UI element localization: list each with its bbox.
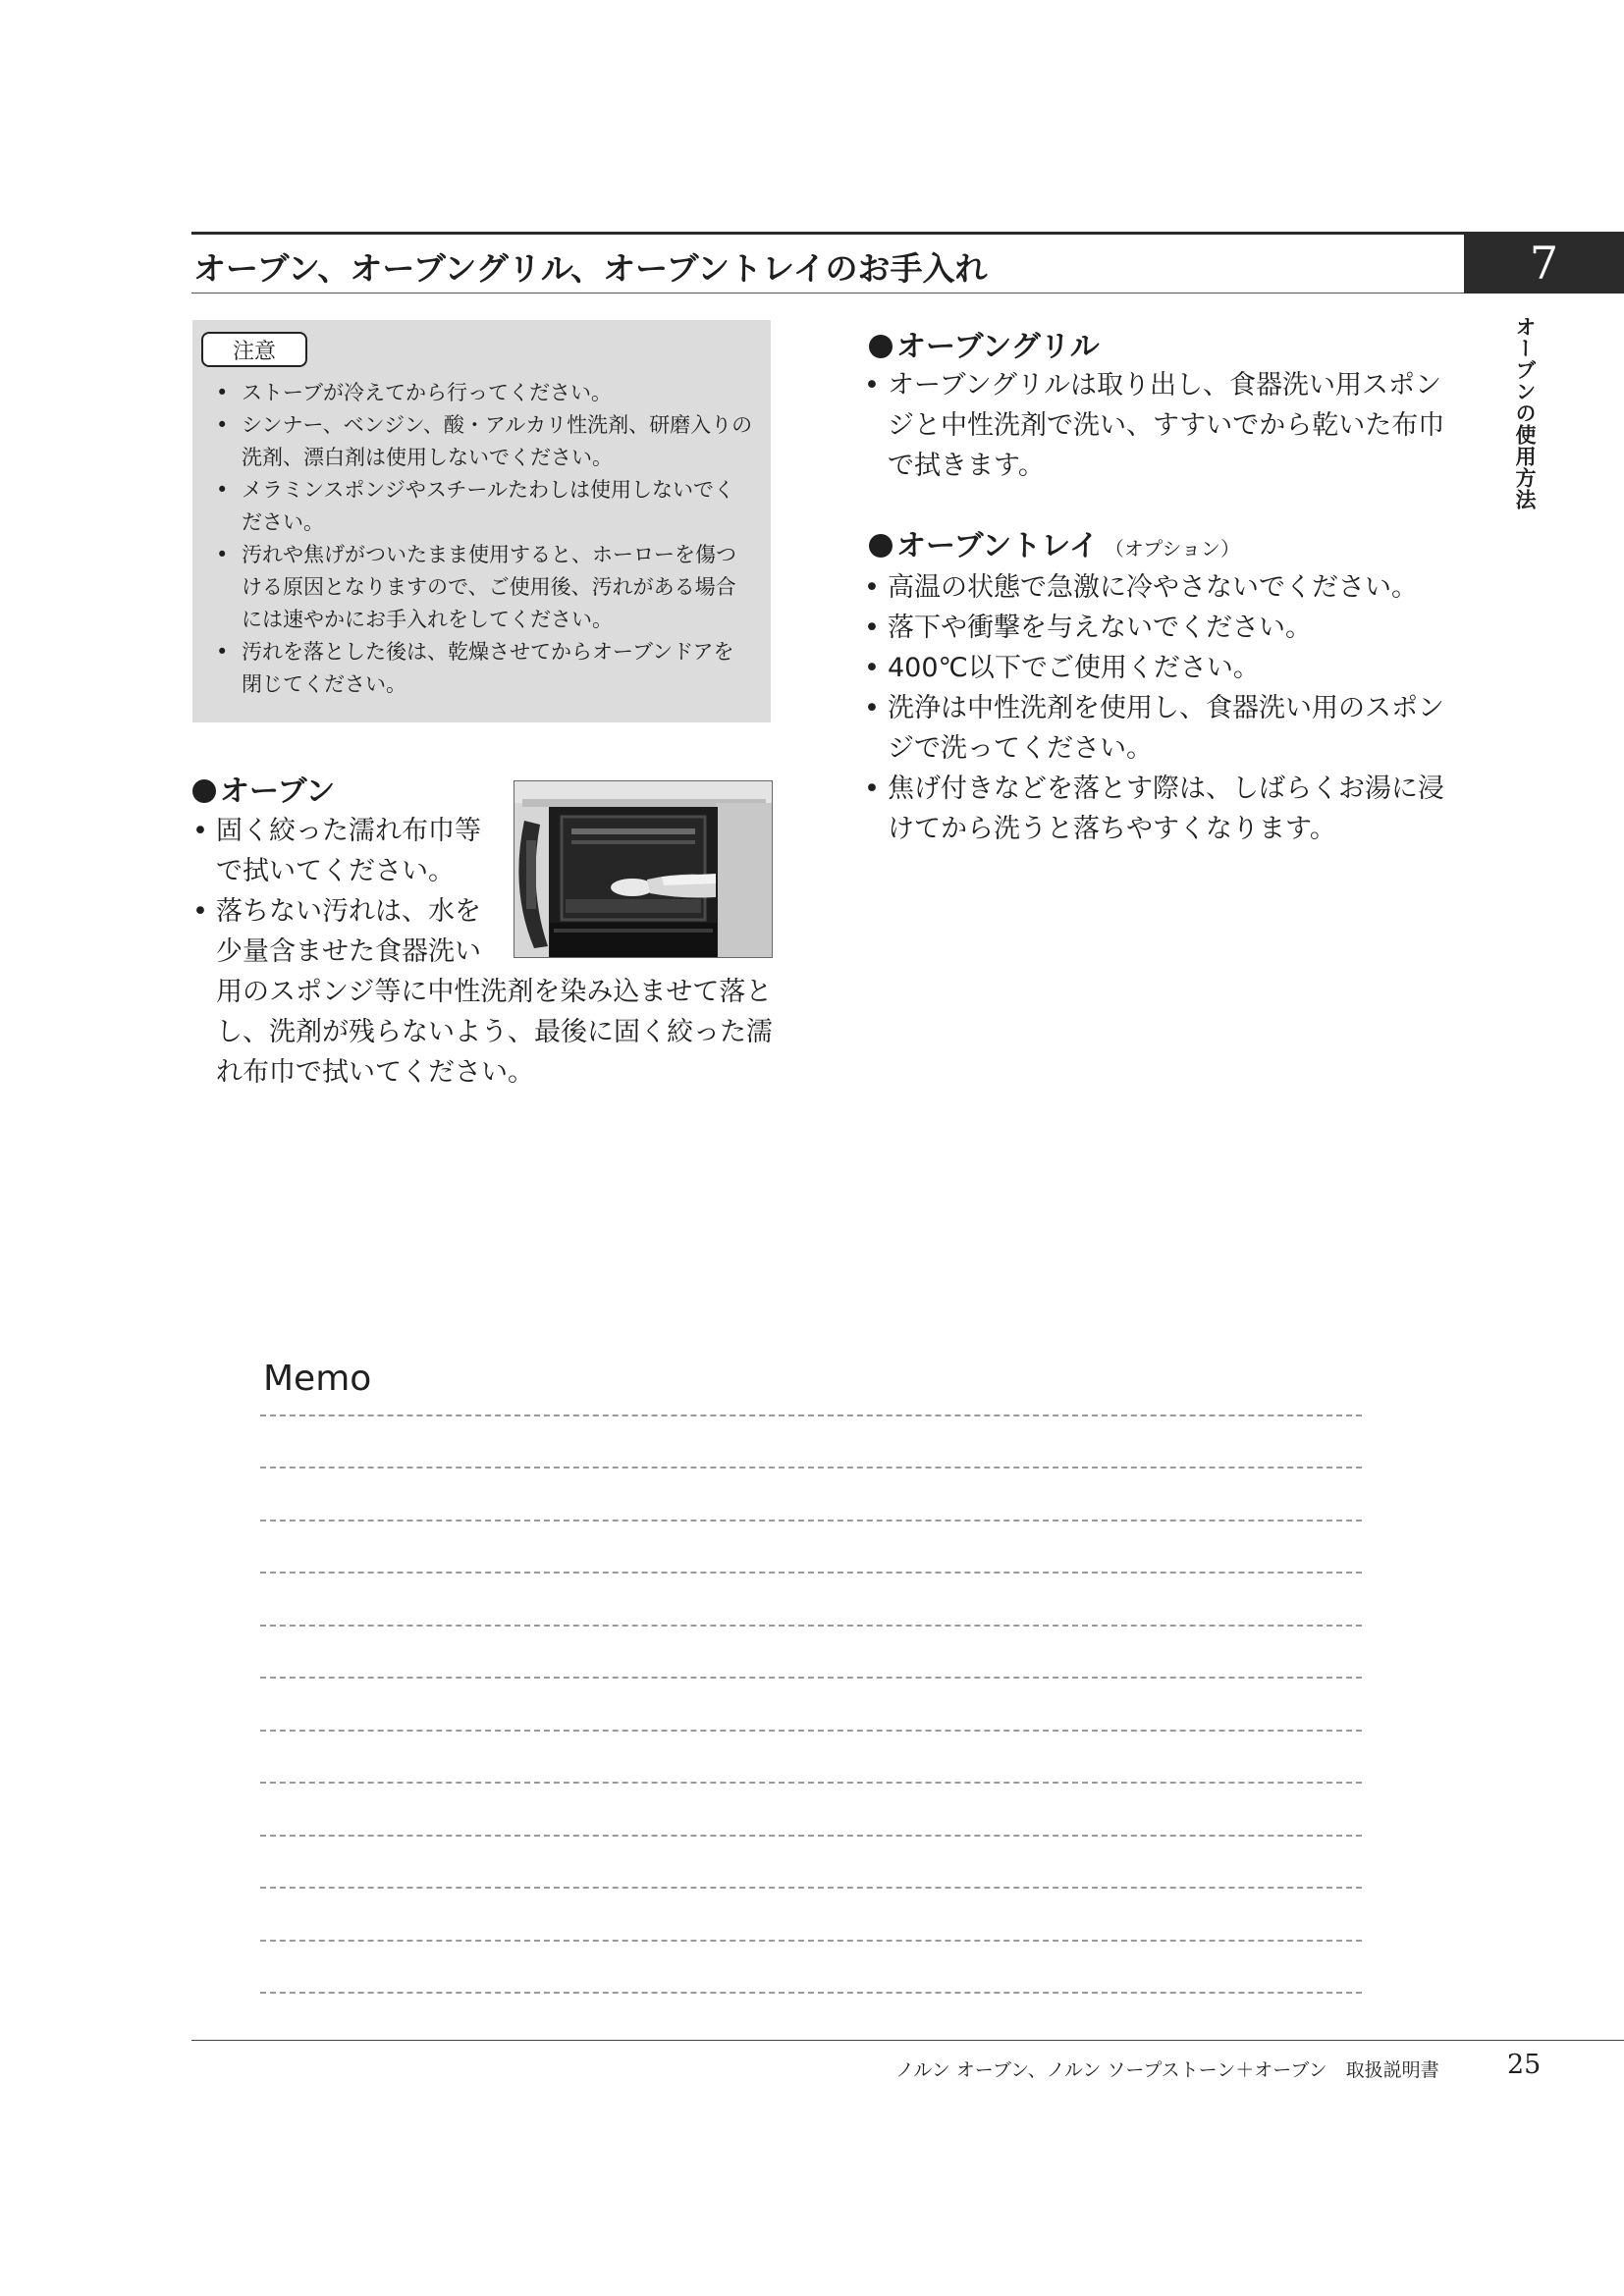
memo-line xyxy=(260,1730,1362,1732)
header-bottom-rule xyxy=(191,293,1464,294)
oven-list xyxy=(192,811,493,972)
bullet-dot-icon xyxy=(869,335,893,358)
tray-heading: オーブントレイ （オプション） xyxy=(869,521,1240,564)
footer-rule xyxy=(191,2040,1624,2041)
tray-item: • 400℃以下でご使用ください。 xyxy=(864,648,1453,688)
oven-heading: オーブン xyxy=(192,767,335,810)
page-title: オーブン、オーブングリル、オーブントレイのお手入れ xyxy=(193,249,988,288)
grill-item: • オーブングリルは取り出し、食器洗い用スポンジと中性洗剤で洗い、すすいでから乾いた布巾で拭きます。 xyxy=(864,365,1453,486)
tray-item: • 落下や衝撃を与えないでください。 xyxy=(864,608,1453,648)
memo-line xyxy=(260,1887,1362,1889)
memo-line xyxy=(260,1467,1362,1468)
caution-item: • 汚れを落とした後は、乾燥させてからオーブンドアを閉じてください。 xyxy=(214,636,754,701)
memo-line xyxy=(260,1992,1362,1994)
bullet-dot-icon xyxy=(192,779,216,803)
tray-item: • 高温の状態で急激に冷やさないでください。 xyxy=(864,567,1453,608)
oven-item: • 固く絞った濡れ布巾等で拭いてください。 xyxy=(192,811,493,891)
caution-tag: 注意 xyxy=(201,332,307,367)
oven-cleaning-photo xyxy=(514,780,773,958)
tray-item: • 焦げ付きなどを落とす際は、しばらくお湯に浸けてから洗うと落ちやすくなります。 xyxy=(864,769,1453,849)
caution-item: • メラミンスポンジやスチールたわしは使用しないでください。 xyxy=(214,474,754,539)
chapter-side-label: オーブンの使用方法 xyxy=(1513,316,1538,510)
memo-line xyxy=(260,1415,1362,1416)
memo-label: Memo xyxy=(263,1359,372,1399)
memo-line xyxy=(260,1940,1362,1942)
grill-list xyxy=(864,365,1453,486)
caution-item: • 汚れや焦げがついたまま使用すると、ホーローを傷つける原因となりますので、ご使用後、汚れがある場合には速やかにお手入れをしてください。 xyxy=(214,539,754,636)
oven-item: • 落ちない汚れは、水を少量含ませた食器洗い xyxy=(192,891,493,972)
memo-line xyxy=(260,1520,1362,1522)
tray-list xyxy=(864,567,1453,849)
page-number: 25 xyxy=(1507,2050,1542,2080)
memo-line xyxy=(260,1625,1362,1627)
memo-line xyxy=(260,1677,1362,1679)
footer-manual-title: ノルン オーブン、ノルン ソープストーン＋オーブン 取扱説明書 xyxy=(895,2059,1439,2081)
header-top-rule xyxy=(191,232,1624,235)
memo-line xyxy=(260,1782,1362,1784)
memo-line xyxy=(260,1835,1362,1837)
bullet-dot-icon xyxy=(869,534,893,558)
chapter-number-tab xyxy=(1464,232,1624,294)
chapter-number: 7 xyxy=(1529,236,1559,290)
oven-item-continuation: 用のスポンジ等に中性洗剤を染み込ませて落とし、洗剤が残らないよう、最後に固く絞った濡れ布巾で拭いてください。 xyxy=(216,977,773,1088)
grill-heading: オーブングリル xyxy=(869,322,1100,365)
tray-heading-sub: （オプション） xyxy=(1104,537,1241,561)
caution-item: • ストーブが冷えてから行ってください。 xyxy=(214,377,754,409)
oven-photo-illustration xyxy=(514,781,773,958)
tray-item: • 洗浄は中性洗剤を使用し、食器洗い用のスポンジで洗ってください。 xyxy=(864,688,1453,769)
caution-list xyxy=(214,377,754,701)
memo-line xyxy=(260,1572,1362,1574)
caution-item: • シンナー、ベンジン、酸・アルカリ性洗剤、研磨入りの洗剤、漂白剤は使用しないでください。 xyxy=(214,409,754,474)
